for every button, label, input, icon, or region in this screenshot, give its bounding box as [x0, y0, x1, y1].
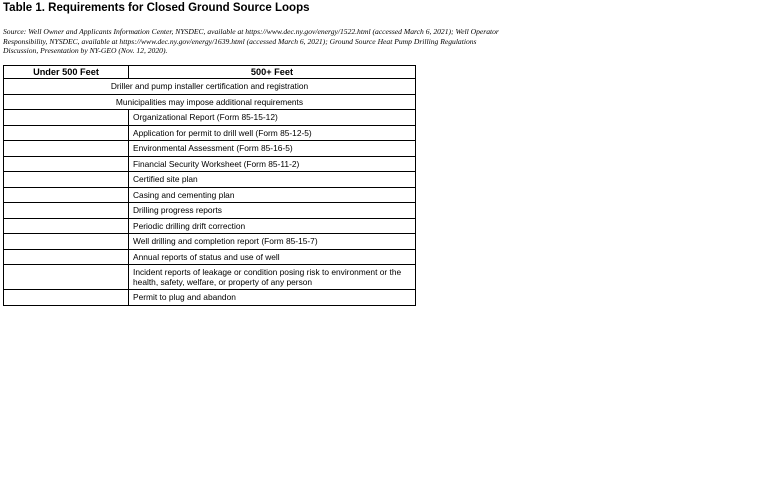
header-under-500: Under 500 Feet: [4, 66, 129, 79]
deep-requirement: Financial Security Worksheet (Form 85-11-2): [129, 156, 416, 172]
empty-cell: [4, 172, 129, 188]
table-row: [4, 172, 416, 188]
deep-requirement: Organizational Report (Form 85-15-12): [129, 110, 416, 126]
deep-requirement: Casing and cementing plan: [129, 187, 416, 203]
deep-requirement: Well drilling and completion report (Form 85-15-7): [129, 234, 416, 250]
empty-cell: [4, 249, 129, 265]
deep-requirement: Application for permit to drill well (Form 85-12-5): [129, 125, 416, 141]
empty-cell: [4, 234, 129, 250]
table-row: [4, 141, 416, 157]
empty-cell: [4, 203, 129, 219]
table-title: Table 1. Requirements for Closed Ground Source Loops: [3, 2, 310, 14]
empty-cell: [4, 141, 129, 157]
empty-cell: [4, 125, 129, 141]
header-500-plus: 500+ Feet: [129, 66, 416, 79]
empty-cell: [4, 290, 129, 306]
shared-requirement: Driller and pump installer certification and registration: [4, 79, 416, 95]
deep-requirement: Certified site plan: [129, 172, 416, 188]
deep-requirement: Environmental Assessment (Form 85-16-5): [129, 141, 416, 157]
deep-requirement: Drilling progress reports: [129, 203, 416, 219]
empty-cell: [4, 156, 129, 172]
table-row: [4, 265, 416, 290]
shared-requirement: Municipalities may impose additional requirements: [4, 94, 416, 110]
deep-requirement: Periodic drilling drift correction: [129, 218, 416, 234]
requirements-table: [3, 65, 416, 306]
source-note: Source: Well Owner and Applicants Information Center, NYSDEC, available at https://www.dec.ny.gov/energy/1522.html (accessed March 6, 2021); Well Operator Responsibility, NYSDEC, available at https://www.dec.ny.gov/energy/1639.html (accessed March 6, 2021); Ground Source Heat Pump Drilling Regulations Discussion, Presentation by NY-GEO (Nov. 12, 2020).: [3, 27, 499, 56]
header-row: [4, 66, 416, 79]
empty-cell: [4, 265, 129, 290]
deep-requirement: Annual reports of status and use of well: [129, 249, 416, 265]
table-row: [4, 290, 416, 306]
deep-requirement: Permit to plug and abandon: [129, 290, 416, 306]
table-row: [4, 156, 416, 172]
empty-cell: [4, 187, 129, 203]
table-row: [4, 218, 416, 234]
shared-row: [4, 79, 416, 95]
table-row: [4, 234, 416, 250]
table-row: [4, 187, 416, 203]
empty-cell: [4, 110, 129, 126]
table-row: [4, 125, 416, 141]
table-row: [4, 249, 416, 265]
table-row: [4, 110, 416, 126]
deep-requirement: Incident reports of leakage or condition posing risk to environment or the health, safety, welfare, or property of any person: [129, 265, 416, 290]
shared-row: [4, 94, 416, 110]
table-row: [4, 203, 416, 219]
empty-cell: [4, 218, 129, 234]
